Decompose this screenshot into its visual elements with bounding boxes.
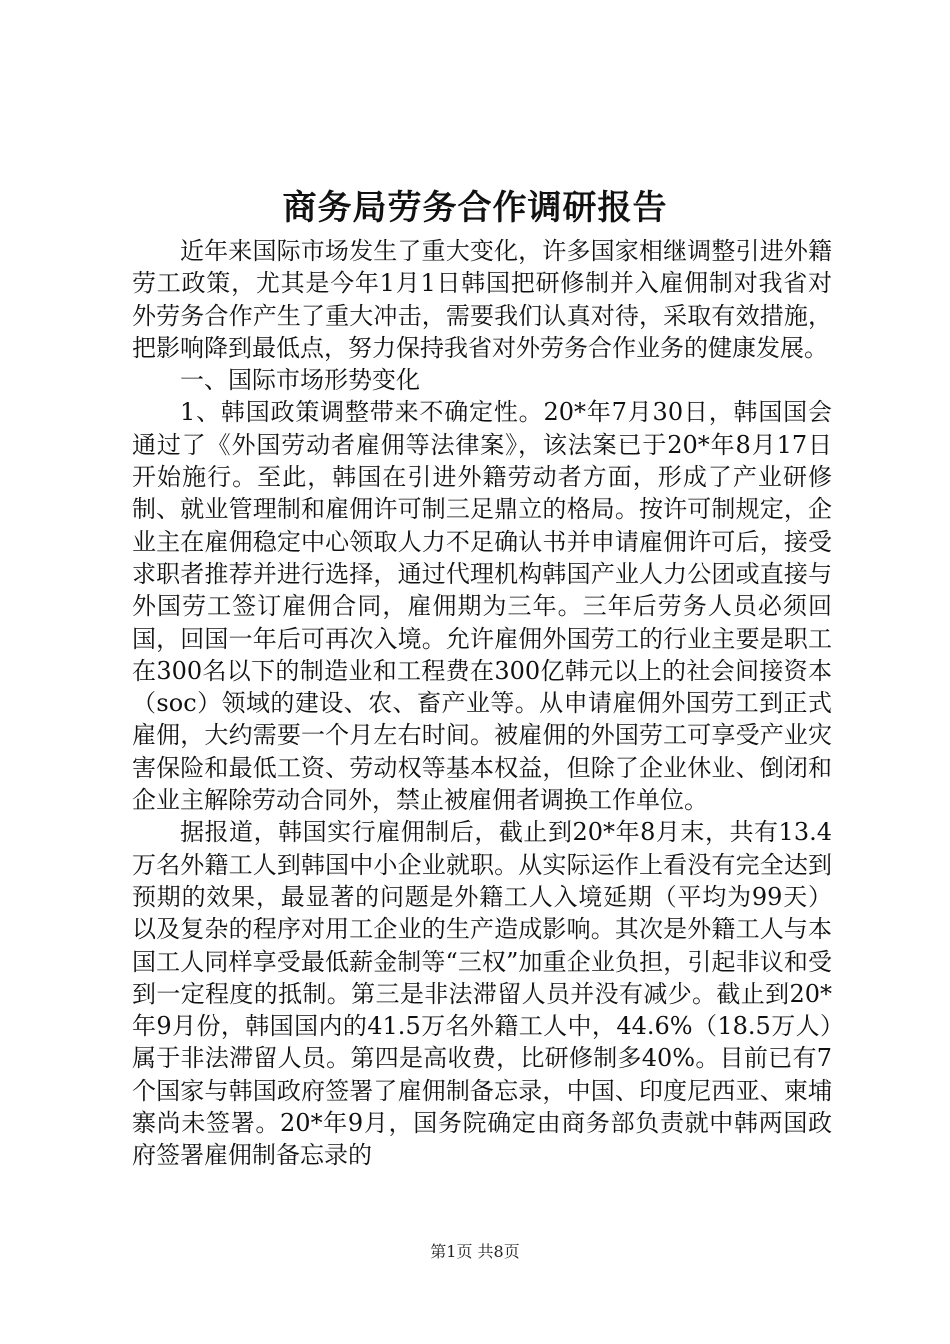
- document-body: [132, 235, 832, 1172]
- page-number-footer: 第1页 共8页: [430, 1242, 520, 1261]
- paragraph-report-findings: 据报道，韩国实行雇佣制后，截止到20*年8月末，共有13.4万名外籍工人到韩国中小企业就职。从实际运作上看没有完全达到预期的效果，最显著的问题是外籍工人入境延期（平均为99天）以及复杂的程序对用工企业的生产造成影响。其次是外籍工人与本国工人同样享受最低薪金制等“三权”加重企业负担，引起非议和受到一定程度的抵制。第三是非法滞留人员并没有减少。截止到20*年9月份，韩国国内的41.5万名外籍工人中，44.6%（18.5万人）属于非法滞留人员。第四是高收费，比研修制多40%。目前已有7个国家与韩国政府签署了雇佣制备忘录，中国、印度尼西亚、柬埔寨尚未签署。20*年9月，国务院确定由商务部负责就中韩两国政府签署雇佣制备忘录的: [132, 818, 832, 1170]
- paragraph-intro: 近年来国际市场发生了重大变化，许多国家相继调整引进外籍劳工政策，尤其是今年1月1日韩国把研修制并入雇佣制对我省对外劳务合作产生了重大冲击，需要我们认真对待，采取有效措施，把影响降到最低点，努力保持我省对外劳务合作业务的健康发展。: [132, 237, 832, 362]
- document-title: 商务局劳务合作调研报告: [282, 188, 668, 228]
- paragraph-korea-policy: 1、韩国政策调整带来不确定性。20*年7月30日，韩国国会通过了《外国劳动者雇佣等法律案》，该法案已于20*年8月17日开始施行。至此，韩国在引进外籍劳动者方面，形成了产业研修制、就业管理制和雇佣许可制三足鼎立的格局。按许可制规定，企业主在雇佣稳定中心领取人力不足确认书并申请雇佣许可后，接受求职者推荐并进行选择，通过代理机构韩国产业人力公团或直接与外国劳工签订雇佣合同，雇佣期为三年。三年后劳务人员必须回国，回国一年后可再次入境。允许雇佣外国劳工的行业主要是职工在300名以下的制造业和工程费在300亿韩元以上的社会间接资本（soc）领域的建设、农、畜产业等。从申请雇佣外国劳工到正式雇佣，大约需要一个月左右时间。被雇佣的外国劳工可享受产业灾害保险和最低工资、劳动权等基本权益，但除了企业休业、倒闭和企业主解除劳动合同外，禁止被雇佣者调换工作单位。: [132, 398, 832, 815]
- section-heading-international-market: 一、国际市场形势变化: [180, 366, 420, 395]
